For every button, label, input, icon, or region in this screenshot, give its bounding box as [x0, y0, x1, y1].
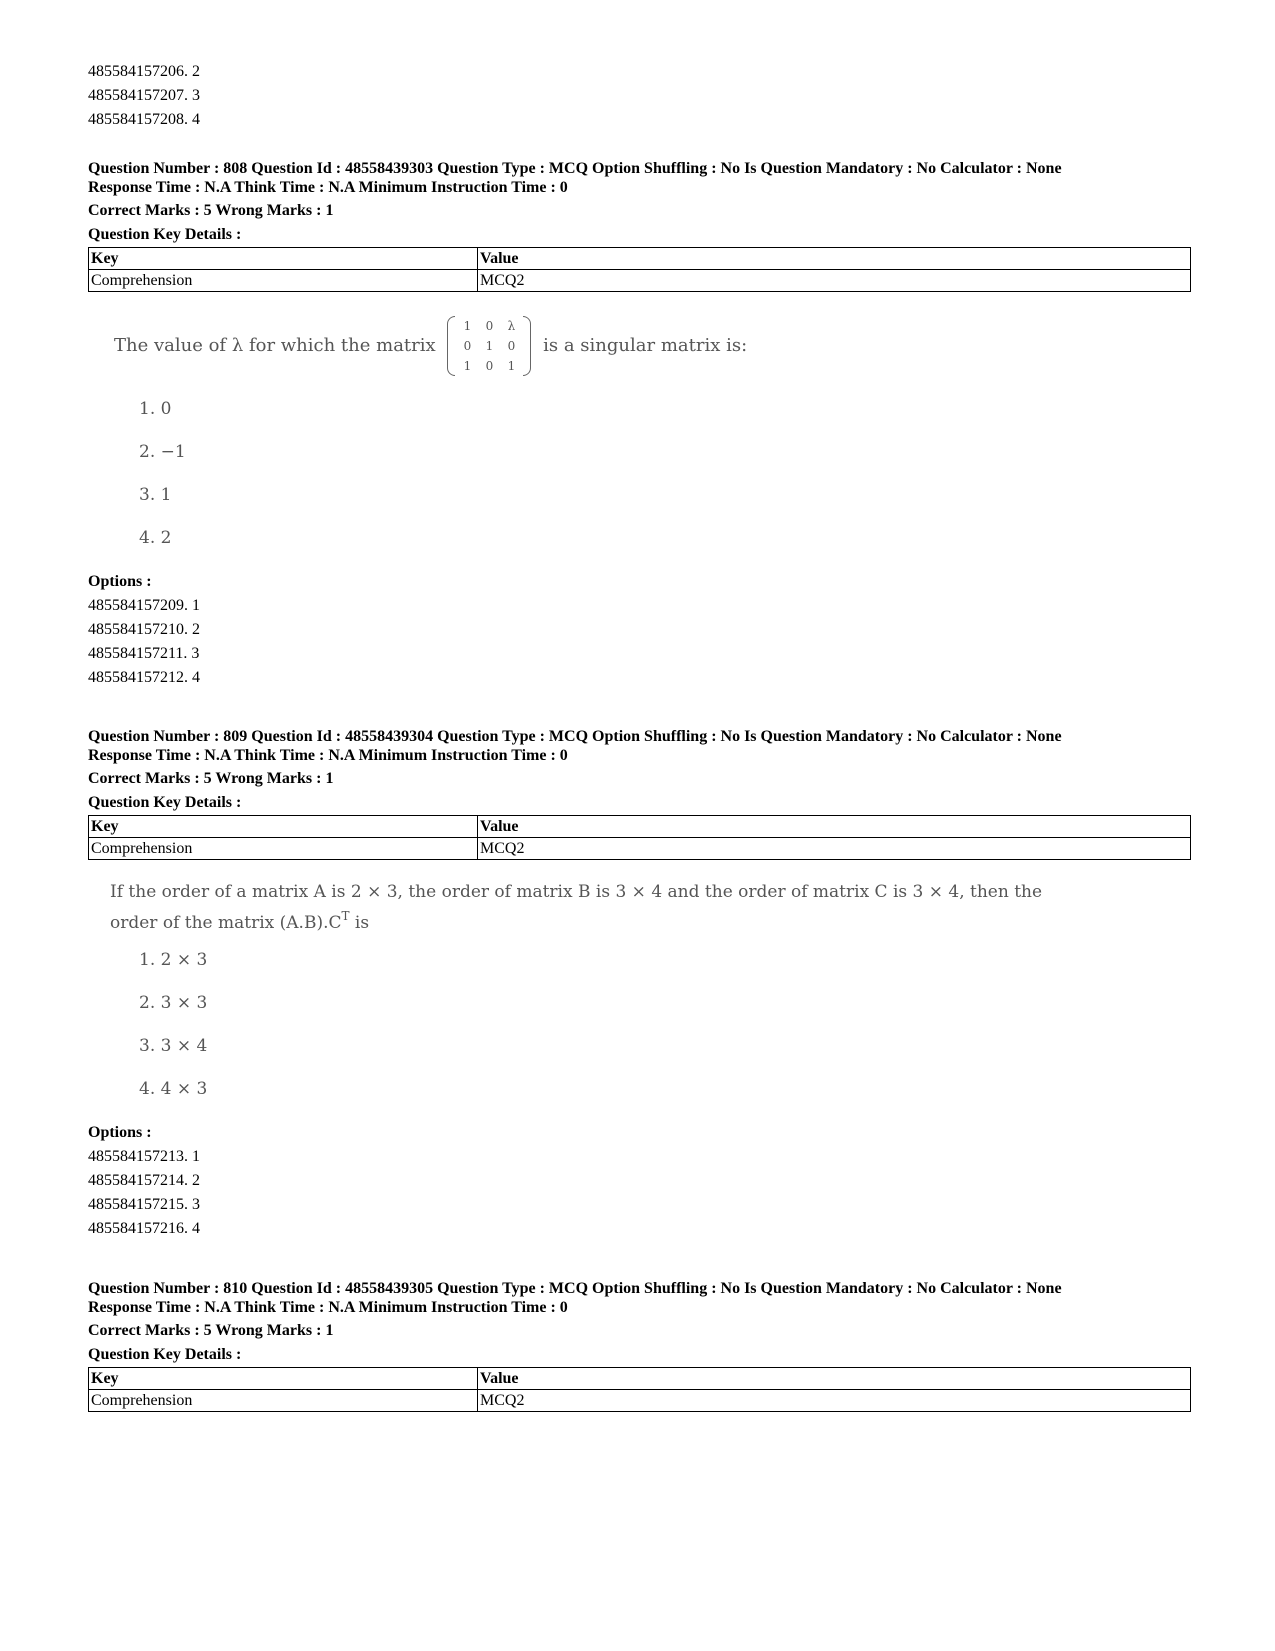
key-cell: Comprehension [89, 270, 478, 292]
question-header: Question Number : 808 Question Id : 48558439303 Question Type : MCQ Option Shuffling : No Is Question Mandatory : No Calculator : None [88, 160, 1062, 177]
options-label: Options : [88, 1124, 152, 1141]
value-cell: MCQ2 [478, 1390, 1191, 1412]
question-808 [88, 159, 1191, 690]
choice: 3. 3 × 4 [139, 1036, 208, 1056]
question-stem-line1: If the order of a matrix A is 2 × 3, the order of matrix B is 3 × 4 and the order of matrix C is 3 × 4, then the [110, 882, 1043, 902]
matrix-cell: 1 [485, 339, 494, 353]
matrix-cell: λ [507, 319, 516, 333]
question-810 [88, 1279, 1191, 1412]
marks-line: Correct Marks : 5 Wrong Marks : 1 [88, 770, 334, 787]
key-details-label: Question Key Details : [88, 226, 242, 243]
question-header: Question Number : 810 Question Id : 48558439305 Question Type : MCQ Option Shuffling : No Is Question Mandatory : No Calculator : None [88, 1280, 1062, 1297]
matrix-cell: 1 [463, 319, 472, 333]
stem-text-after: is [349, 913, 370, 933]
question-header: Question Number : 809 Question Id : 48558439304 Question Type : MCQ Option Shuffling : No Is Question Mandatory : No Calculator : None [88, 728, 1062, 745]
option-line: 485584157213. 1 [88, 1148, 200, 1165]
key-details-label: Question Key Details : [88, 794, 242, 811]
matrix-cell: 1 [507, 359, 516, 373]
option-line: 485584157206. 2 [88, 63, 200, 80]
question-809 [88, 727, 1191, 1241]
matrix-cell: 0 [463, 339, 472, 353]
question-image [88, 292, 788, 552]
key-table [88, 1367, 1191, 1412]
marks-line: Correct Marks : 5 Wrong Marks : 1 [88, 202, 334, 219]
stem-text-before: The value of λ for which the matrix [114, 335, 436, 356]
choice: 4. 2 [139, 528, 172, 548]
matrix [447, 316, 531, 376]
choice: 2. 3 × 3 [139, 993, 208, 1013]
key-header-cell: Key [89, 1368, 478, 1390]
value-cell: MCQ2 [478, 838, 1191, 860]
stem-text-after: is a singular matrix is: [543, 335, 748, 356]
option-line: 485584157210. 2 [88, 621, 200, 638]
matrix-row [456, 356, 522, 376]
previous-options [88, 60, 1188, 132]
options-label: Options : [88, 573, 152, 590]
matrix-row [456, 336, 522, 356]
value-cell: MCQ2 [478, 270, 1191, 292]
choice: 3. 1 [139, 485, 172, 505]
key-header-cell: Key [89, 248, 478, 270]
marks-line: Correct Marks : 5 Wrong Marks : 1 [88, 1322, 334, 1339]
option-line: 485584157215. 3 [88, 1196, 200, 1213]
choice: 1. 2 × 3 [139, 950, 208, 970]
question-stem-line2 [110, 909, 369, 933]
document-page [88, 60, 1188, 1409]
matrix-cell: 0 [507, 339, 516, 353]
value-header-cell: Value [478, 1368, 1191, 1390]
question-stem [114, 316, 747, 376]
question-image [88, 860, 1043, 1105]
key-header-cell: Key [89, 816, 478, 838]
superscript-t: T [341, 909, 350, 923]
question-header-line2: Response Time : N.A Think Time : N.A Minimum Instruction Time : 0 [88, 747, 568, 764]
option-line: 485584157209. 1 [88, 597, 200, 614]
question-header-line2: Response Time : N.A Think Time : N.A Minimum Instruction Time : 0 [88, 179, 568, 196]
choice: 2. −1 [139, 442, 186, 462]
key-cell: Comprehension [89, 838, 478, 860]
option-line: 485584157211. 3 [88, 645, 200, 662]
stem-text-before: order of the matrix (A.B).C [110, 913, 342, 933]
matrix-cell: 0 [485, 319, 494, 333]
matrix-cell: 1 [463, 359, 472, 373]
value-header-cell: Value [478, 816, 1191, 838]
key-cell: Comprehension [89, 1390, 478, 1412]
key-table [88, 247, 1191, 292]
option-line: 485584157216. 4 [88, 1220, 200, 1237]
choice: 4. 4 × 3 [139, 1079, 208, 1099]
question-header-line2: Response Time : N.A Think Time : N.A Minimum Instruction Time : 0 [88, 1299, 568, 1316]
option-line: 485584157214. 2 [88, 1172, 200, 1189]
key-table [88, 815, 1191, 860]
key-details-label: Question Key Details : [88, 1346, 242, 1363]
choice: 1. 0 [139, 399, 172, 419]
matrix-cell: 0 [485, 359, 494, 373]
option-line: 485584157207. 3 [88, 87, 200, 104]
option-line: 485584157212. 4 [88, 669, 200, 686]
option-line: 485584157208. 4 [88, 111, 200, 128]
matrix-row [456, 316, 522, 336]
value-header-cell: Value [478, 248, 1191, 270]
